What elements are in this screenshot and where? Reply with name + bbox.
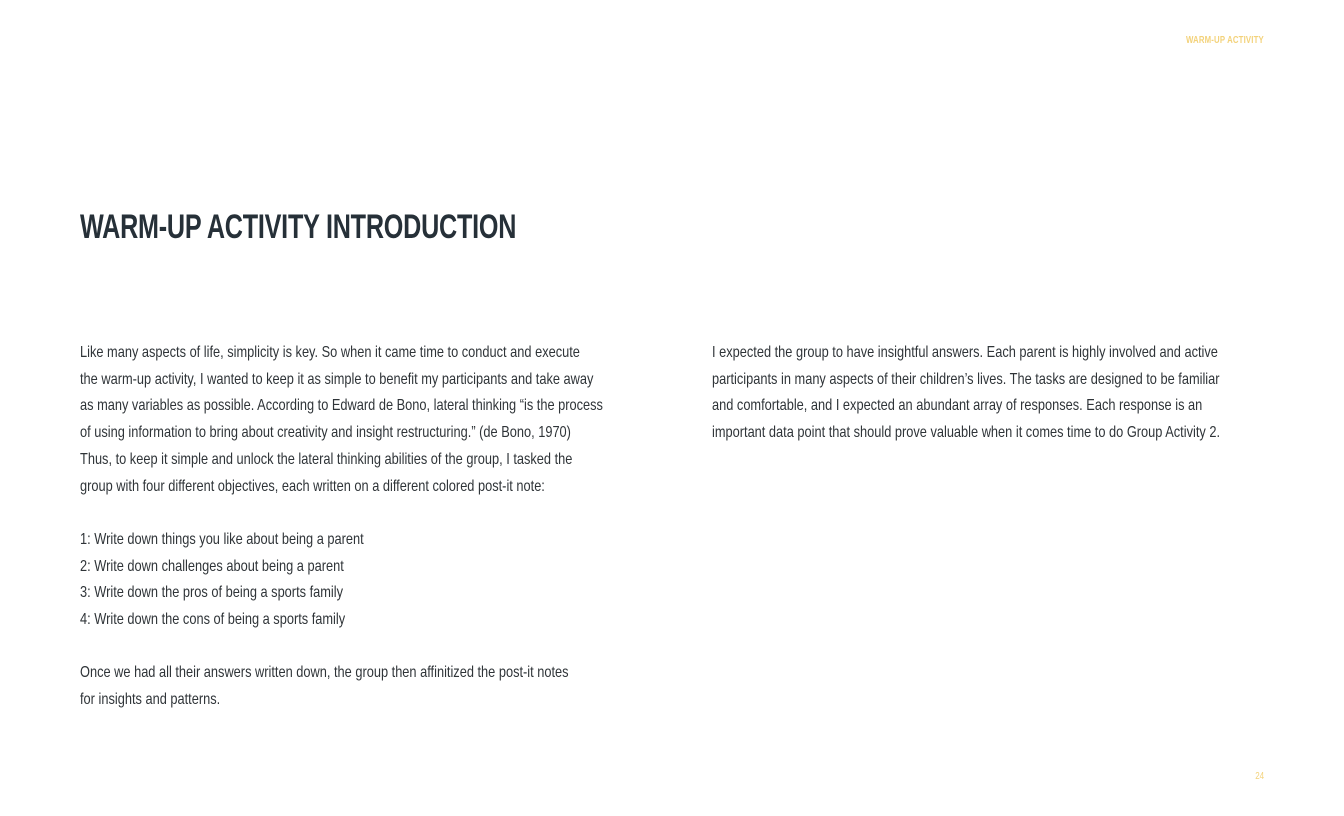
expectations-line: and comfortable, and I expected an abundant array of responses. Each response is an bbox=[712, 397, 1203, 415]
intro-line: group with four different objectives, each written on a different colored post-it note: bbox=[80, 477, 545, 495]
intro-line: as many variables as possible. According to Edward de Bono, lateral thinking “is the process bbox=[80, 397, 603, 415]
page-title: WARM-UP ACTIVITY INTRODUCTION bbox=[80, 208, 517, 246]
paragraph-gap bbox=[80, 634, 636, 661]
right-text-column bbox=[712, 340, 1268, 447]
expectations-line: important data point that should prove valuable when it comes time to do Group Activity 2. bbox=[712, 424, 1221, 442]
intro-line: Thus, to keep it simple and unlock the lateral thinking abilities of the group, I tasked the bbox=[80, 450, 573, 468]
objectives-list bbox=[80, 527, 636, 634]
intro-line: the warm-up activity, I wanted to keep it as simple to benefit my participants and take away bbox=[80, 370, 594, 388]
closing-line: for insights and patterns. bbox=[80, 691, 221, 709]
objective-item: 4: Write down the cons of being a sports family bbox=[80, 611, 346, 629]
closing-line: Once we had all their answers written down, the group then affinitized the post-it notes bbox=[80, 664, 569, 682]
intro-line: of using information to bring about creativity and insight restructuring.” (de Bono, 1970) bbox=[80, 424, 571, 442]
paragraph-gap bbox=[80, 500, 636, 527]
expectations-paragraph bbox=[712, 340, 1268, 447]
section-header-label: WARM-UP ACTIVITY bbox=[1186, 35, 1264, 46]
objective-item: 2: Write down challenges about being a parent bbox=[80, 557, 344, 575]
objective-item: 1: Write down things you like about being a parent bbox=[80, 530, 364, 548]
closing-paragraph bbox=[80, 660, 636, 713]
intro-paragraph bbox=[80, 340, 636, 500]
intro-line: Like many aspects of life, simplicity is key. So when it came time to conduct and execute bbox=[80, 344, 580, 361]
expectations-line: participants in many aspects of their children’s lives. The tasks are designed to be familiar bbox=[712, 370, 1220, 388]
expectations-line: I expected the group to have insightful answers. Each parent is highly involved and active bbox=[712, 344, 1218, 361]
objective-item: 3: Write down the pros of being a sports family bbox=[80, 584, 343, 602]
left-text-column bbox=[80, 340, 636, 714]
page-number: 24 bbox=[1255, 771, 1264, 782]
